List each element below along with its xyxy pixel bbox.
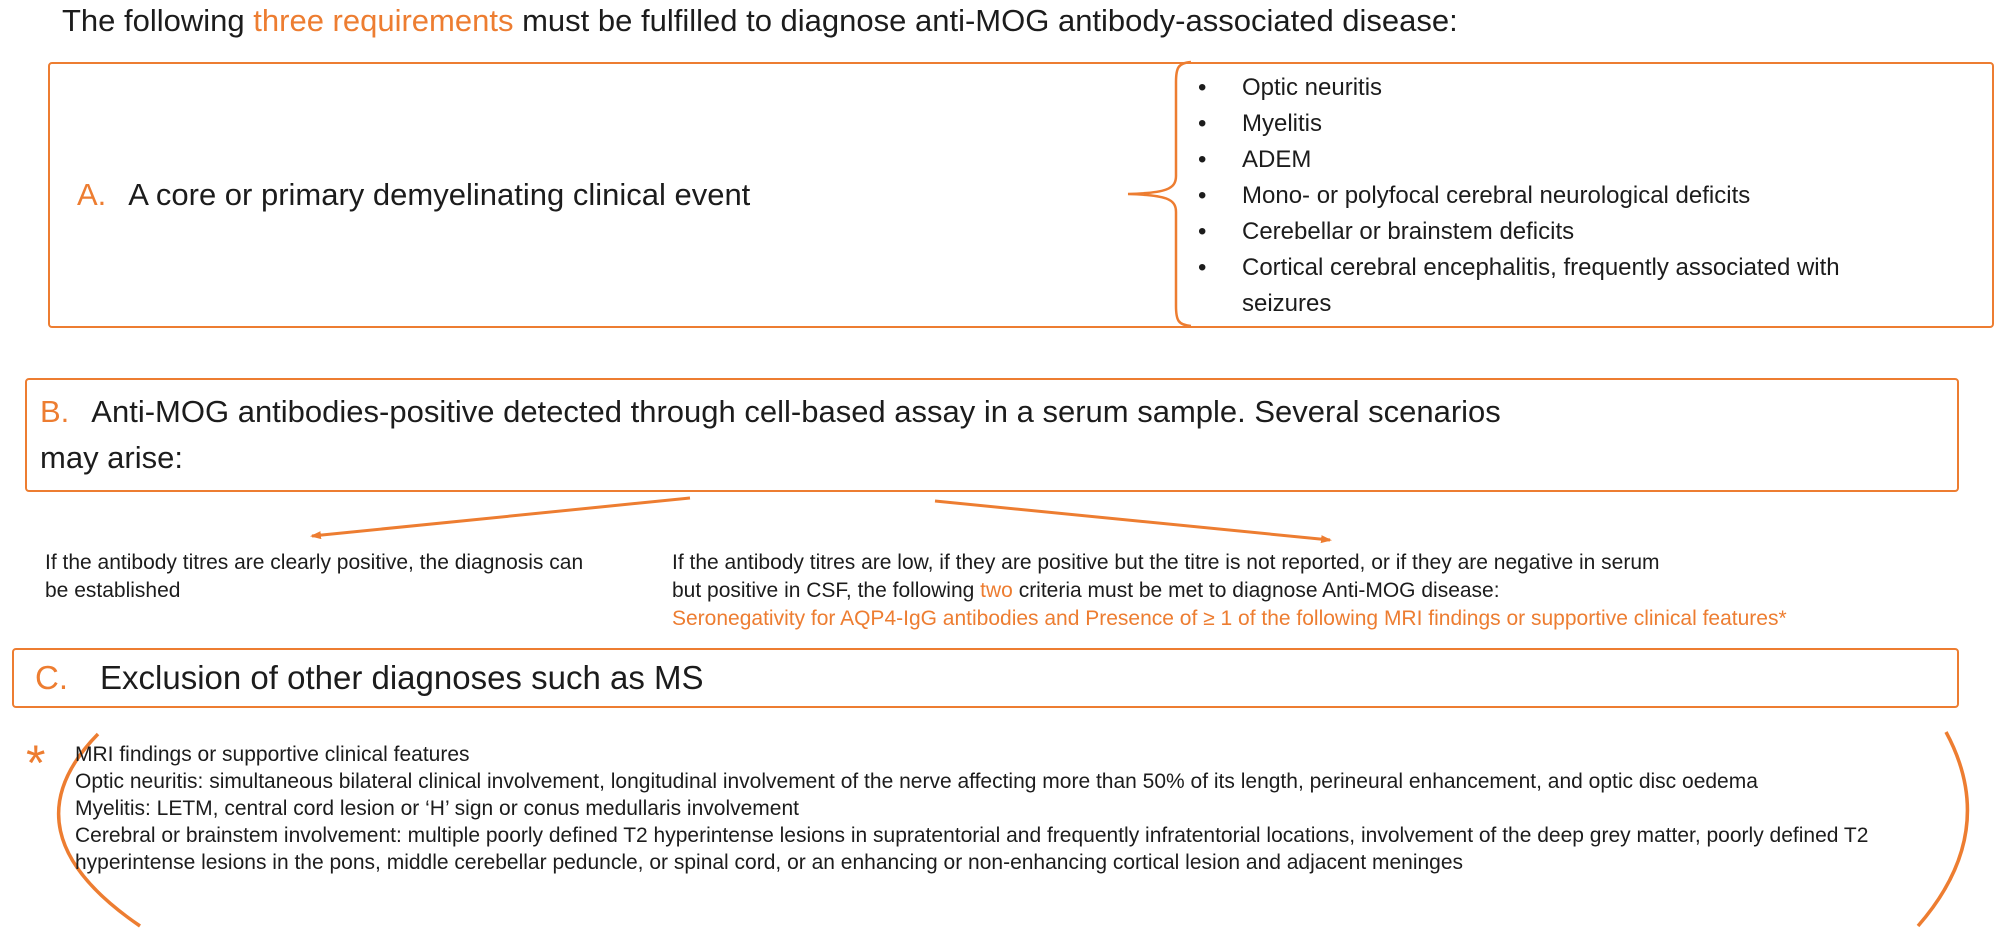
- list-item: • Cerebellar or brainstem deficits: [1196, 214, 1926, 250]
- list-item: • Optic neuritis: [1196, 70, 1926, 106]
- footnote-line: Myelitis: LETM, central cord lesion or ‘H’ sign or conus medullaris involvement: [75, 797, 799, 820]
- box-b: [25, 378, 1959, 492]
- clinical-event-list: [1196, 70, 1926, 322]
- left-branch-arrow: [312, 498, 690, 536]
- box-b-line2: may arise:: [40, 440, 183, 475]
- right-parenthesis: [1918, 732, 1967, 926]
- branch-right-line3: Seronegativity for AQP4-IgG antibodies and Presence of ≥ 1 of the following MRI findings or supportive clinical features*: [672, 607, 1787, 630]
- list-item: • ADEM: [1196, 142, 1926, 178]
- box-a-text: A core or primary demyelinating clinical event: [128, 177, 751, 212]
- branch-right-line2-suffix: criteria must be met to diagnose Anti-MOG disease:: [1012, 579, 1500, 602]
- box-b-text: Anti-MOG antibodies-positive detected through cell-based assay in a serum sample. Several scenarios: [91, 394, 1501, 429]
- page-title: [62, 3, 1458, 39]
- branch-left-text: If the antibody titres are clearly positive, the diagnosis can be established: [45, 551, 584, 602]
- list-item: • Myelitis: [1196, 106, 1926, 142]
- box-b-label: B.: [40, 394, 70, 429]
- box-a-label: A.: [77, 177, 107, 212]
- title-highlight: three requirements: [253, 3, 514, 38]
- footnote-line: MRI findings or supportive clinical features: [75, 743, 470, 766]
- list-item: • Mono- or polyfocal cerebral neurological deficits: [1196, 178, 1926, 214]
- branch-right-text: [672, 549, 1787, 633]
- asterisk-icon: *: [26, 735, 46, 791]
- footnote-text: [75, 741, 1875, 876]
- title-suffix: must be fulfilled to diagnose anti-MOG antibody-associated disease:: [513, 3, 1458, 38]
- branch-right-line2: [672, 577, 1787, 605]
- list-item: • Cortical cerebral encephalitis, frequently associated with seizures: [1196, 250, 1926, 322]
- box-a-statement: [77, 177, 750, 213]
- box-c-text: Exclusion of other diagnoses such as MS: [100, 659, 704, 696]
- footnote-line: Optic neuritis: simultaneous bilateral clinical involvement, longitudinal involvement of the nerve affecting more than 50% of its length, perineural enhancement, and optic disc oedema: [75, 770, 1758, 793]
- box-c-label: C.: [35, 659, 68, 696]
- box-b-line1: [40, 389, 1957, 435]
- title-prefix: The following: [62, 3, 254, 38]
- right-branch-arrow: [935, 501, 1330, 540]
- branch-right-line2-prefix: but positive in CSF, the following: [672, 579, 981, 602]
- branch-right-line1: If the antibody titres are low, if they are positive but the titre is not reported, or if they are negative in serum: [672, 551, 1660, 574]
- branch-right-line2-highlight: two: [980, 579, 1013, 602]
- box-c: [12, 648, 1959, 708]
- footnote-line: Cerebral or brainstem involvement: multiple poorly defined T2 hyperintense lesions in supratentorial and frequently infratentorial locations, involvement of the deep grey matter, poorly defined T2 hyperintense lesions in the pons, middle cerebellar peduncle, or spinal cord, or an enhancing or non-enhancing cortical lesion and adjacent meninges: [75, 824, 1869, 874]
